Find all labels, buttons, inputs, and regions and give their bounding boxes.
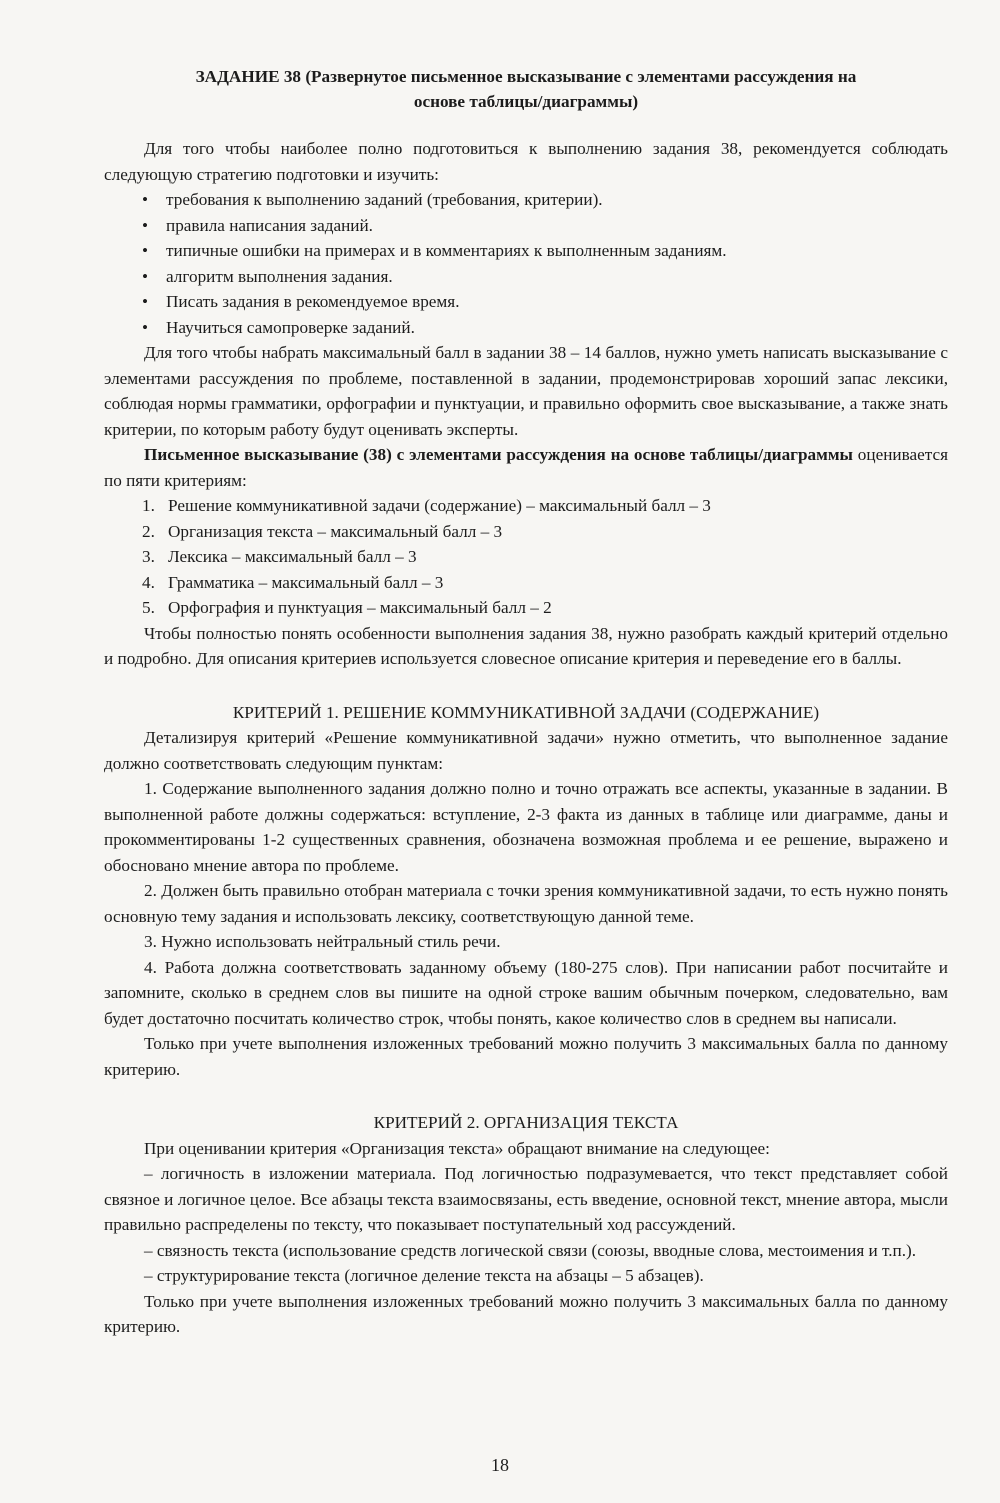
list-item: • алгоритм выполнения задания.	[142, 264, 948, 290]
intro-paragraph: Для того чтобы наиболее полно подготовиться к выполнению задания 38, рекомендуется соблюдать следующую стратегию подготовки и изучить:	[104, 139, 948, 184]
criterion-2-paragraph: – логичность в изложении материала. Под логичностью подразумевается, что текст представляет собой связное и логичное целое. Все абзацы текста взаимосвязаны, есть введение, основной текст, мнение автора, мысли правильно распределены по тексту, что показывает поступательный ход рассуждений.	[104, 1164, 948, 1234]
criterion-2-heading: КРИТЕРИЙ 2. ОРГАНИЗАЦИЯ ТЕКСТА	[373, 1113, 679, 1132]
preparation-list	[104, 187, 948, 340]
criteria-intro-bold: Письменное высказывание (38) с элементами рассуждения на основе таблицы/диаграммы	[144, 445, 853, 464]
criterion-2-paragraph: При оценивании критерия «Организация текста» обращают внимание на следующее:	[144, 1138, 770, 1158]
criterion-1-paragraph: 1. Содержание выполненного задания должно полно и точно отражать все аспекты, указанные в задании. В выполненной работе должны содержаться: вступление, 2-3 факта из данных в таблице или диаграмме, даны и прокомментированы 1-2 существенных сравнения, обозначена возможная проблема и ее решение, выражено и обосновано мнение автора по проблеме.	[104, 779, 948, 875]
criterion-1-paragraph: Детализируя критерий «Решение коммуникативной задачи» нужно отметить, что выполненное задание должно соответствовать следующим пунктам:	[104, 728, 948, 773]
page-number: 18	[491, 1455, 509, 1475]
task-title-line-2: основе таблицы/диаграммы)	[413, 92, 639, 111]
criteria-item: 3. Лексика – максимальный балл – 3	[142, 547, 417, 566]
criteria-item: 5. Орфография и пунктуация – максимальный балл – 2	[142, 598, 552, 617]
task-title-line-1: ЗАДАНИЕ 38 (Развернутое письменное высказывание с элементами рассуждения на	[195, 67, 857, 86]
list-item: • Писать задания в рекомендуемое время.	[142, 289, 948, 315]
criteria-item: 1. Решение коммуникативной задачи (содержание) – максимальный балл – 3	[142, 496, 711, 515]
criterion-1-paragraph: 3. Нужно использовать нейтральный стиль речи.	[144, 932, 501, 951]
list-item: • типичные ошибки на примерах и в комментариях к выполненным заданиям.	[142, 238, 948, 264]
criterion-2-paragraph: – структурирование текста (логичное деление текста на абзацы – 5 абзацев).	[144, 1266, 704, 1285]
criteria-list	[104, 493, 948, 621]
task-title	[104, 64, 948, 114]
criterion-2-paragraph: – связность текста (использование средств логической связи (союзы, вводные слова, местоимения и т.п.).	[144, 1240, 917, 1260]
criteria-intro-paragraph	[104, 442, 948, 493]
criterion-1-paragraph: 2. Должен быть правильно отобран материала с точки зрения коммуникативной задачи, то есть нужно понять основную тему задания и использовать лексику, соответствующую данной теме.	[104, 881, 948, 926]
list-item: • требования к выполнению заданий (требования, критерии).	[142, 187, 948, 213]
criterion-1-heading: КРИТЕРИЙ 1. РЕШЕНИЕ КОММУНИКАТИВНОЙ ЗАДАЧИ (СОДЕРЖАНИЕ)	[232, 702, 820, 722]
understand-paragraph: Чтобы полностью понять особенности выполнения задания 38, нужно разобрать каждый критерий отдельно и подробно. Для описания критериев используется словесное описание критерия и переведение его в баллы.	[104, 623, 948, 668]
criteria-intro-rest: оценивается по пяти критериям:	[104, 445, 948, 490]
criteria-item: 4. Грамматика – максимальный балл – 3	[142, 572, 444, 592]
max-score-paragraph: Для того чтобы набрать максимальный балл в задании 38 – 14 баллов, нужно уметь написать высказывание с элементами рассуждения по проблеме, поставленной в задании, продемонстрировав хороший запас лексики, соблюдая нормы грамматики, орфографии и пунктуации, и правильно оформить свое высказывание, а также знать критерии, по которым работу будут оценивать эксперты.	[104, 343, 948, 439]
criterion-1-paragraph: 4. Работа должна соответствовать заданному объему (180-275 слов). При написании работ посчитайте и запомните, сколько в среднем слов вы пишите на одной строке вашим обычным почерком, следовательно, вам будет достаточно посчитать количество строк, чтобы понять, какое количество слов в среднем вы написали.	[104, 957, 948, 1028]
list-item: • правила написания заданий.	[142, 213, 948, 239]
list-item: • Научиться самопроверке заданий.	[142, 315, 948, 341]
criterion-2-paragraph: Только при учете выполнения изложенных требований можно получить 3 максимальных балла по данному критерию.	[104, 1291, 948, 1336]
criterion-1-paragraph: Только при учете выполнения изложенных требований можно получить 3 максимальных балла по данному критерию.	[104, 1034, 948, 1079]
criteria-item: 2. Организация текста – максимальный балл – 3	[142, 521, 503, 541]
